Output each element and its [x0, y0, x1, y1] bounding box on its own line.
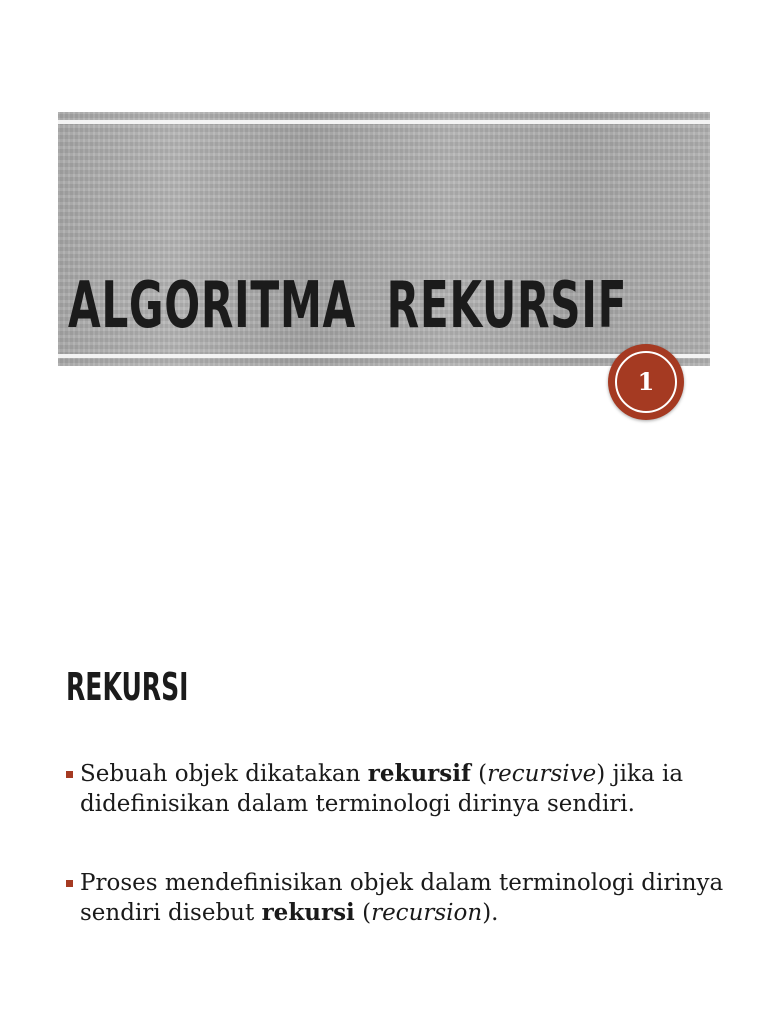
- bullet1-term: rekursif: [367, 760, 471, 787]
- bullet2-term: rekursi: [261, 899, 355, 926]
- section-heading: REKURSI: [66, 665, 189, 709]
- bullet2-text-pre: Proses mendefinisikan objek dalam terminologi dirinya sendiri disebut: [80, 870, 724, 926]
- bullet1-term-english: recursive: [487, 761, 597, 787]
- bullet1-text-post: ) jika ia didefinisikan dalam terminologi dirinya sendiri.: [80, 761, 684, 817]
- title-band-top-rule: [58, 120, 710, 124]
- bullet2-text-post: ).: [482, 900, 499, 926]
- bullet-list: [66, 759, 726, 977]
- bullet1-text-pre: Sebuah objek dikatakan: [80, 761, 368, 787]
- bullet2-term-english: recursion: [371, 900, 483, 926]
- slide-title: ALGORITMA REKURSIF: [68, 269, 628, 343]
- title-band: [58, 112, 710, 366]
- content-slide: [0, 575, 768, 1024]
- slide-number: 1: [637, 367, 655, 396]
- bullet2-text-mid: (: [354, 900, 372, 926]
- bullet1-text-mid: (: [470, 761, 488, 787]
- square-bullet-icon: [66, 880, 73, 887]
- bullet-item-definition: [66, 759, 726, 819]
- slide-number-badge: [608, 344, 684, 420]
- square-bullet-icon: [66, 771, 73, 778]
- bullet-item-process: [66, 868, 726, 928]
